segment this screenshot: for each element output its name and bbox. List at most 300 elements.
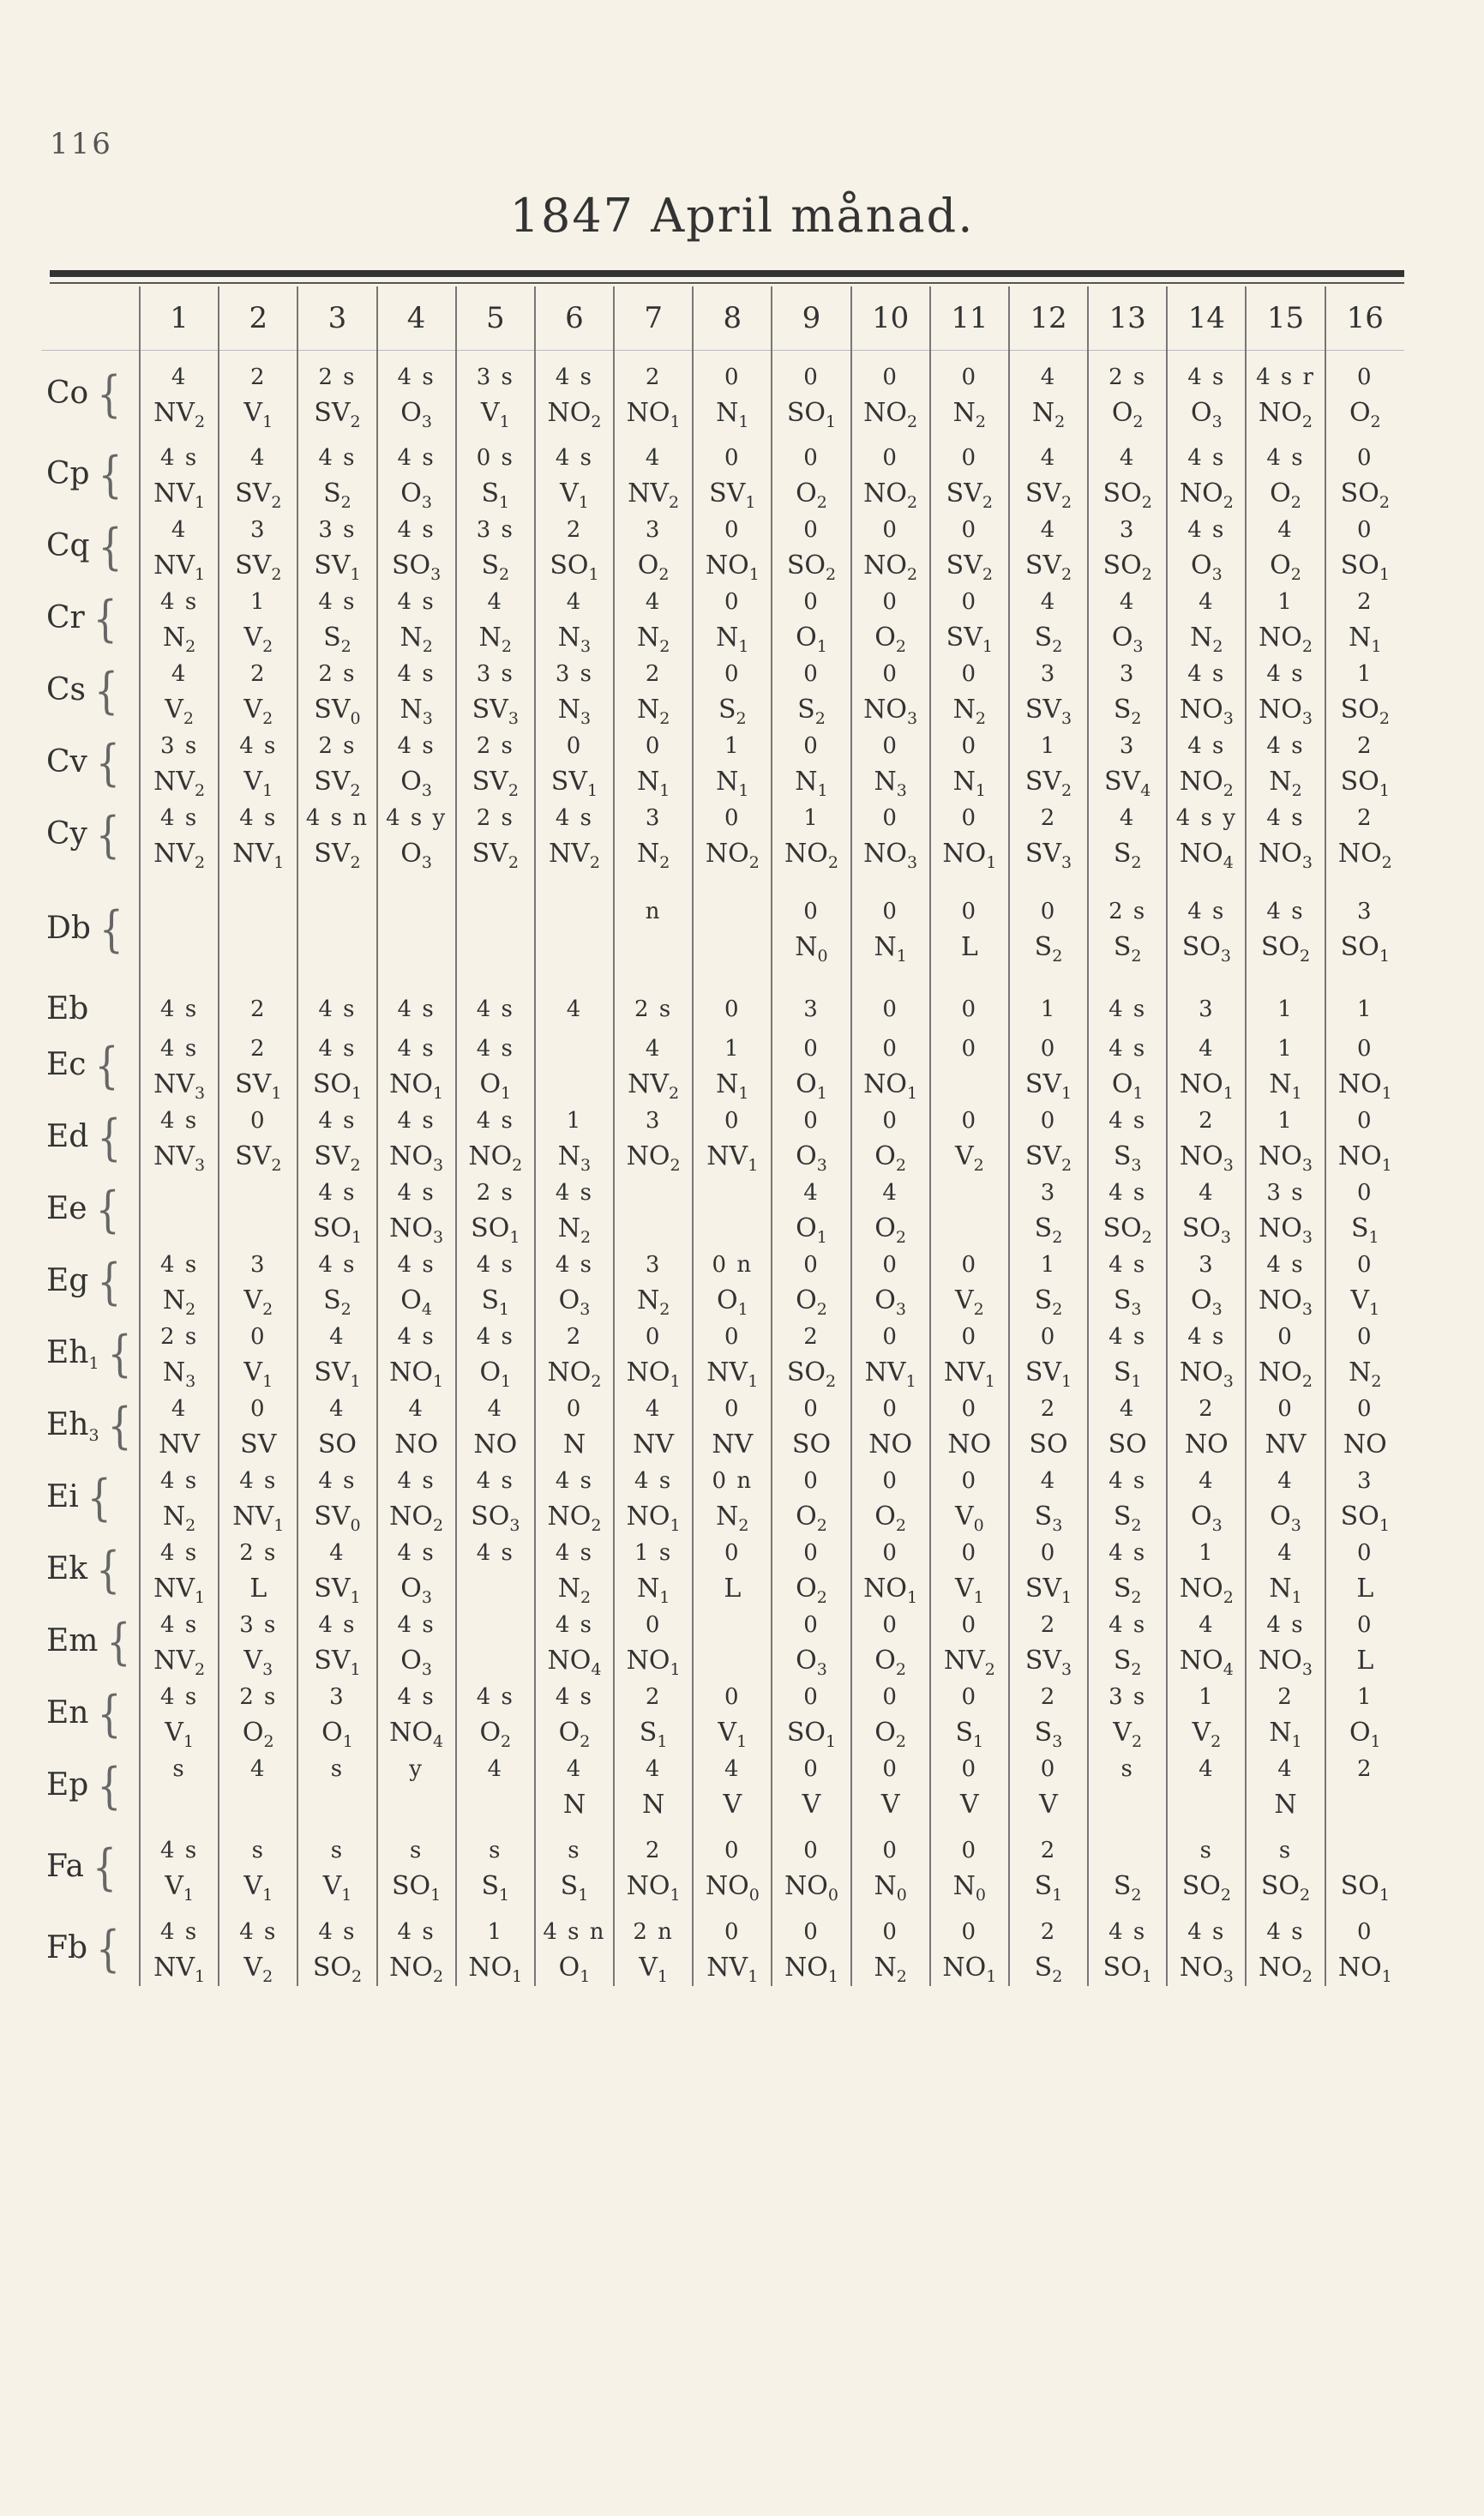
- cloud-value: 1: [1357, 1683, 1373, 1710]
- wind-value: $S_1$: [1034, 1870, 1063, 1905]
- observation-cell: [693, 1319, 772, 1391]
- observation-cell: [1009, 1823, 1088, 1914]
- wind-value: $SV_2$: [314, 397, 361, 431]
- cloud-value: 4 s: [555, 1683, 594, 1710]
- observation-cell: [1246, 440, 1325, 512]
- cloud-value: s: [1278, 1837, 1293, 1863]
- wind-value: $NO_2$: [1259, 1952, 1313, 1986]
- wind-value: $S_3$: [1113, 1285, 1142, 1319]
- observation-cell: [1167, 351, 1246, 440]
- wind-value: $O_3$: [1190, 397, 1223, 431]
- cloud-value: 3: [645, 1251, 662, 1278]
- wind-value: $S_3$: [1113, 1141, 1142, 1175]
- cloud-value: 4 s: [555, 1179, 594, 1206]
- wind-value: $V_1$: [165, 1717, 194, 1751]
- page-number: 116: [50, 127, 113, 161]
- cloud-value: 4 s: [397, 1035, 436, 1062]
- cloud-value: 4 s: [1266, 1251, 1305, 1278]
- cloud-value: [457, 1607, 534, 1643]
- observation-cell: [930, 1607, 1009, 1679]
- observation-cell: [930, 1679, 1009, 1751]
- cloud-value: 3: [645, 516, 662, 543]
- observation-cell: [614, 988, 693, 1031]
- cloud-value: 2 s: [476, 804, 514, 831]
- observation-cell: [456, 728, 535, 800]
- observation-cell: [297, 584, 376, 656]
- cloud-value: 4 s: [1266, 804, 1305, 831]
- observation-cell: [456, 584, 535, 656]
- wind-value: $NV_1$: [706, 1141, 759, 1175]
- cloud-value: 0: [961, 1683, 978, 1710]
- observation-cell: [535, 1607, 614, 1679]
- observation-cell: [140, 1914, 219, 1986]
- observation-cell: [1009, 1175, 1088, 1247]
- wind-value: $NO_1$: [863, 1068, 918, 1103]
- observation-cell: [456, 872, 535, 988]
- wind-value: $NO_2$: [1259, 1357, 1313, 1391]
- observation-cell: [535, 1031, 614, 1103]
- cloud-value: 0: [1357, 1395, 1373, 1422]
- cloud-value: 4 s: [397, 444, 436, 471]
- wind-value: NV: [633, 1429, 675, 1460]
- cloud-value: 4: [1040, 364, 1057, 390]
- wind-value: $N_2$: [636, 838, 670, 872]
- wind-value: $N_2$: [636, 622, 670, 656]
- wind-value: $NO_2$: [784, 838, 838, 872]
- wind-value: $N_3$: [400, 694, 433, 728]
- brace-glyph: {: [96, 1542, 121, 1599]
- station-code: Ek: [46, 1551, 88, 1586]
- wind-value: $N_1$: [636, 766, 670, 800]
- wind-value: $NO_3$: [389, 1213, 444, 1247]
- wind-value: $SV_3$: [1024, 694, 1072, 728]
- cloud-value: 0 n: [712, 1467, 754, 1494]
- wind-value: $V_2$: [954, 1141, 984, 1175]
- wind-value: $NO_1$: [389, 1357, 444, 1391]
- wind-value: NO: [394, 1429, 439, 1460]
- day-header-row: [41, 286, 1404, 351]
- observation-cell: [456, 1607, 535, 1679]
- observation-cell: [377, 1751, 456, 1823]
- observation-cell: [614, 1175, 693, 1247]
- cloud-value: 1: [724, 732, 741, 759]
- cloud-value: 4 s: [160, 1251, 199, 1278]
- wind-value: $V_2$: [243, 622, 273, 656]
- observation-cell: [377, 512, 456, 584]
- observation-cell: [1246, 1247, 1325, 1319]
- wind-value: $NV_1$: [153, 550, 206, 584]
- observation-cell: [219, 1319, 297, 1391]
- cloud-value: 3 s: [239, 1611, 278, 1638]
- cloud-value: 0: [961, 1107, 978, 1134]
- cloud-value: 0: [1357, 1323, 1373, 1350]
- observation-cell: [693, 1914, 772, 1986]
- wind-value: $O_3$: [796, 1141, 827, 1175]
- observation-cell: [930, 872, 1009, 988]
- observation-cell: [772, 1319, 850, 1391]
- wind-value: $S_1$: [1350, 1213, 1379, 1247]
- cloud-value: 0: [1357, 1179, 1373, 1206]
- cloud-value: 3: [329, 1683, 345, 1710]
- observation-cell: [377, 1319, 456, 1391]
- wind-value: [694, 930, 771, 966]
- observation-cell: [140, 988, 219, 1031]
- wind-value: $N_3$: [557, 694, 592, 728]
- observation-cell: [219, 728, 297, 800]
- wind-value: $SV_3$: [1024, 838, 1072, 872]
- observation-cell: [377, 656, 456, 728]
- wind-value: $N_2$: [557, 1213, 592, 1247]
- wind-value: $NO_3$: [389, 1141, 444, 1175]
- observation-cell: [1246, 512, 1325, 584]
- wind-value: $SV_4$: [1104, 766, 1151, 800]
- wind-value: $SO_1$: [1340, 1870, 1390, 1905]
- cloud-value: 4 s: [476, 996, 514, 1022]
- cloud-value: 1: [1357, 996, 1373, 1022]
- wind-value: $N_1$: [636, 1573, 670, 1607]
- header-corner: [41, 286, 140, 351]
- cloud-value: 0: [566, 1395, 583, 1422]
- wind-value: $SV_1$: [1024, 1357, 1072, 1391]
- cloud-value: [536, 1031, 613, 1067]
- cloud-value: 0 s: [476, 444, 514, 471]
- observation-cell: [456, 1391, 535, 1463]
- cloud-value: [694, 1175, 771, 1211]
- observation-cell: [772, 440, 850, 512]
- wind-value: $N_1$: [716, 397, 749, 431]
- observation-cell: [219, 1391, 297, 1463]
- observation-cell: [1009, 728, 1088, 800]
- observation-cell: [614, 440, 693, 512]
- cloud-value: 4: [171, 516, 188, 543]
- observation-cell: [140, 440, 219, 512]
- wind-value: $O_2$: [637, 550, 670, 584]
- cloud-value: s: [1121, 1755, 1134, 1782]
- wind-value: $O_3$: [400, 1573, 432, 1607]
- cloud-value: 0: [803, 516, 820, 543]
- wind-value: $NO_3$: [1179, 1952, 1234, 1986]
- wind-value: $SO_2$: [786, 1357, 837, 1391]
- cloud-value: 0: [961, 1539, 978, 1566]
- observation-cell: [377, 1823, 456, 1914]
- observation-cell: [456, 1463, 535, 1535]
- wind-value: $SO_3$: [1181, 1213, 1231, 1247]
- wind-value: $NO_2$: [1179, 766, 1234, 800]
- wind-value: NV: [1265, 1429, 1307, 1460]
- observation-cell: [1088, 872, 1167, 988]
- wind-value: $NV_1$: [943, 1357, 995, 1391]
- observation-cell: [297, 1823, 376, 1914]
- wind-value: $NO_1$: [626, 1870, 681, 1905]
- wind-value: [457, 1787, 534, 1823]
- observation-cell: [1246, 1914, 1325, 1986]
- wind-value: $N_2$: [478, 622, 512, 656]
- cloud-value: 4: [566, 1755, 583, 1782]
- observation-cell: [693, 351, 772, 440]
- observation-cell: [219, 1535, 297, 1607]
- observation-cell: [693, 1391, 772, 1463]
- observation-cell: [693, 1751, 772, 1823]
- wind-value: $V_1$: [1350, 1285, 1380, 1319]
- wind-value: $SV_2$: [946, 550, 993, 584]
- wind-value: $O_3$: [1190, 1285, 1223, 1319]
- station-code: Fb: [46, 1930, 88, 1965]
- cloud-value: 3: [803, 996, 820, 1022]
- wind-value: $S_2$: [1034, 932, 1063, 966]
- wind-value: $O_1$: [796, 1068, 827, 1103]
- wind-value: $SO_1$: [312, 1213, 363, 1247]
- cloud-value: 0: [1357, 364, 1373, 390]
- station-row: [41, 872, 1404, 988]
- station-code: Cv: [46, 744, 87, 779]
- cloud-value: [219, 894, 297, 930]
- observation-cell: [535, 656, 614, 728]
- wind-value: $SV_1$: [314, 550, 361, 584]
- observation-cell: [1167, 1247, 1246, 1319]
- observation-cell: [535, 584, 614, 656]
- observation-cell: [377, 1103, 456, 1175]
- observation-cell: [1009, 1679, 1088, 1751]
- observation-cell: [1088, 1535, 1167, 1607]
- wind-value: $NV_1$: [153, 1573, 206, 1607]
- cloud-value: 0: [803, 1395, 820, 1422]
- observation-cell: [297, 1463, 376, 1535]
- wind-value: $SO_1$: [1340, 1501, 1390, 1535]
- cloud-value: 3: [1119, 516, 1136, 543]
- observation-cell: [297, 728, 376, 800]
- observation-cell: [851, 656, 930, 728]
- observation-cell: [219, 1175, 297, 1247]
- cloud-value: 0: [1040, 1755, 1057, 1782]
- wind-value: NO: [868, 1429, 913, 1460]
- observation-cell: [614, 800, 693, 872]
- wind-value: $NO_3$: [1259, 1213, 1313, 1247]
- cloud-value: 4 s n: [305, 804, 369, 831]
- cloud-value: 2: [250, 996, 267, 1022]
- wind-value: $NO_0$: [784, 1870, 838, 1905]
- observation-cell: [377, 584, 456, 656]
- observation-cell: [851, 988, 930, 1031]
- cloud-value: 0: [961, 1251, 978, 1278]
- wind-value: $NO_1$: [468, 1952, 523, 1986]
- cloud-value: 4 s: [1108, 1611, 1147, 1638]
- observation-cell: [219, 1103, 297, 1175]
- wind-value: $O_3$: [1190, 550, 1223, 584]
- cloud-value: 3 s: [160, 732, 199, 759]
- station-code: Em: [46, 1623, 99, 1658]
- wind-value: $V_2$: [243, 694, 273, 728]
- observation-cell: [456, 800, 535, 872]
- observation-cell: [614, 1914, 693, 1986]
- cloud-value: 4 s: [318, 1467, 357, 1494]
- cloud-value: 4: [171, 1395, 188, 1422]
- observation-cell: [614, 728, 693, 800]
- cloud-value: [141, 894, 218, 930]
- wind-value: $SO_2$: [312, 1952, 363, 1986]
- wind-value: $S_2$: [1034, 1952, 1063, 1986]
- wind-value: [536, 1067, 613, 1103]
- observation-cell: [1088, 800, 1167, 872]
- wind-value: $SV_2$: [235, 1141, 282, 1175]
- wind-value: V: [959, 1789, 979, 1820]
- cloud-value: 4 s: [160, 1611, 199, 1638]
- observation-cell: [140, 656, 219, 728]
- observation-cell: [851, 351, 930, 440]
- observation-cell: [1167, 1679, 1246, 1751]
- wind-value: $N_2$: [952, 397, 986, 431]
- observation-cell: [1246, 1607, 1325, 1679]
- observation-cell: [1088, 1175, 1167, 1247]
- day-header: 16: [1325, 286, 1404, 351]
- station-label: [41, 584, 140, 656]
- cloud-value: 4 s: [1187, 516, 1226, 543]
- cloud-value: n: [645, 899, 662, 924]
- wind-value: $SO_1$: [786, 397, 837, 431]
- brace-glyph: {: [95, 735, 120, 792]
- cloud-value: 4 s: [555, 1539, 594, 1566]
- wind-value: $V_1$: [480, 397, 510, 431]
- cloud-value: 2: [566, 1323, 583, 1350]
- cloud-value: 0: [882, 1683, 898, 1710]
- cloud-value: 0: [724, 1683, 741, 1710]
- wind-value: $SO_2$: [1260, 1870, 1311, 1905]
- cloud-value: 0: [961, 1323, 978, 1350]
- observation-cell: [772, 1607, 850, 1679]
- observation-cell: [693, 1247, 772, 1319]
- observation-cell: [1325, 351, 1404, 440]
- cloud-value: 4: [724, 1755, 741, 1782]
- station-label: [41, 728, 140, 800]
- observation-cell: [1167, 1175, 1246, 1247]
- weather-observation-table: [41, 286, 1404, 1986]
- cloud-value: 3 s: [1266, 1179, 1305, 1206]
- cloud-value: 2 s: [239, 1683, 278, 1710]
- cloud-value: 0: [1277, 1323, 1294, 1350]
- observation-cell: [1009, 1914, 1088, 1986]
- cloud-value: 2 s: [1108, 364, 1147, 390]
- cloud-value: 4 s: [476, 1467, 514, 1494]
- observation-cell: [456, 1031, 535, 1103]
- observation-cell: [851, 512, 930, 584]
- wind-value: $O_1$: [479, 1068, 512, 1103]
- observation-cell: [1246, 1751, 1325, 1823]
- observation-cell: [851, 1751, 930, 1823]
- wind-value: N: [642, 1789, 665, 1820]
- wind-value: $N_2$: [952, 694, 986, 728]
- wind-value: $NV_2$: [628, 1068, 680, 1103]
- observation-cell: [1088, 1463, 1167, 1535]
- observation-cell: [1088, 988, 1167, 1031]
- page-title: 1847 April månad.: [509, 189, 975, 243]
- wind-value: $NV_2$: [153, 397, 206, 431]
- wind-value: $NV_1$: [706, 1357, 759, 1391]
- wind-value: $O_3$: [874, 1285, 906, 1319]
- cloud-value: 3 s: [1108, 1683, 1147, 1710]
- wind-value: $NO_2$: [389, 1501, 444, 1535]
- brace-glyph: {: [107, 1398, 132, 1455]
- brace-glyph: {: [98, 519, 123, 576]
- wind-value: $V_2$: [1192, 1717, 1222, 1751]
- cloud-value: 1: [803, 804, 820, 831]
- wind-value: $SO_1$: [550, 550, 599, 584]
- observation-cell: [1167, 1463, 1246, 1535]
- observation-cell: [377, 1247, 456, 1319]
- cloud-value: 0: [724, 1107, 741, 1134]
- cloud-value: 0: [882, 364, 898, 390]
- brace-glyph: {: [97, 1686, 122, 1743]
- wind-value: $S_2$: [1113, 694, 1142, 728]
- cloud-value: 3: [1119, 732, 1136, 759]
- observation-cell: [456, 656, 535, 728]
- cloud-value: 4 s: [160, 1539, 199, 1566]
- observation-cell: [377, 800, 456, 872]
- cloud-value: 0: [1040, 1323, 1057, 1350]
- cloud-value: 0: [882, 1395, 898, 1422]
- wind-value: $N_1$: [716, 622, 749, 656]
- wind-value: $O_2$: [796, 1573, 827, 1607]
- wind-value: SO: [1029, 1429, 1068, 1460]
- wind-value: $NO_2$: [863, 478, 918, 512]
- observation-cell: [377, 1031, 456, 1103]
- wind-value: $SV_2$: [472, 838, 519, 872]
- observation-cell: [1325, 1031, 1404, 1103]
- cloud-value: 1: [250, 588, 267, 615]
- wind-value: $O_3$: [400, 478, 432, 512]
- wind-value: $O_2$: [479, 1717, 512, 1751]
- cloud-value: 0: [724, 1837, 741, 1863]
- wind-value: N: [1274, 1789, 1297, 1820]
- observation-cell: [930, 656, 1009, 728]
- observation-cell: [930, 1247, 1009, 1319]
- wind-value: NV: [712, 1429, 754, 1460]
- cloud-value: 4 s: [555, 1251, 594, 1278]
- cloud-value: 0: [961, 444, 978, 471]
- wind-value: $V_1$: [243, 766, 273, 800]
- observation-cell: [1009, 800, 1088, 872]
- station-row: [41, 1031, 1404, 1103]
- wind-value: $NV_2$: [153, 766, 206, 800]
- observation-cell: [535, 1914, 614, 1986]
- observation-cell: [1167, 1914, 1246, 1986]
- station-row: [41, 1247, 1404, 1319]
- cloud-value: 0: [961, 1755, 978, 1782]
- wind-value: $SO_2$: [786, 550, 837, 584]
- cloud-value: 4 s: [1108, 1918, 1147, 1945]
- wind-value: $SV_1$: [314, 1357, 361, 1391]
- cloud-value: 1: [1040, 996, 1057, 1022]
- observation-cell: [1088, 656, 1167, 728]
- cloud-value: [536, 894, 613, 930]
- wind-value: $N_0$: [952, 1870, 986, 1905]
- observation-cell: [377, 1607, 456, 1679]
- wind-value: $SV_2$: [1024, 766, 1072, 800]
- wind-value: $NO_1$: [626, 1645, 681, 1679]
- cloud-value: 0: [724, 804, 741, 831]
- brace-glyph: {: [95, 807, 120, 864]
- cloud-value: 0: [1357, 516, 1373, 543]
- observation-cell: [1325, 1914, 1404, 1986]
- cloud-value: 0: [724, 660, 741, 687]
- observation-cell: [140, 1103, 219, 1175]
- cloud-value: 4: [1040, 444, 1057, 471]
- observation-cell: [456, 988, 535, 1031]
- wind-value: $S_1$: [481, 1285, 510, 1319]
- wind-value: $SV_1$: [550, 766, 598, 800]
- observation-cell: [1246, 1319, 1325, 1391]
- observation-cell: [693, 584, 772, 656]
- cloud-value: 2 n: [633, 1918, 674, 1945]
- observation-cell: [693, 1823, 772, 1914]
